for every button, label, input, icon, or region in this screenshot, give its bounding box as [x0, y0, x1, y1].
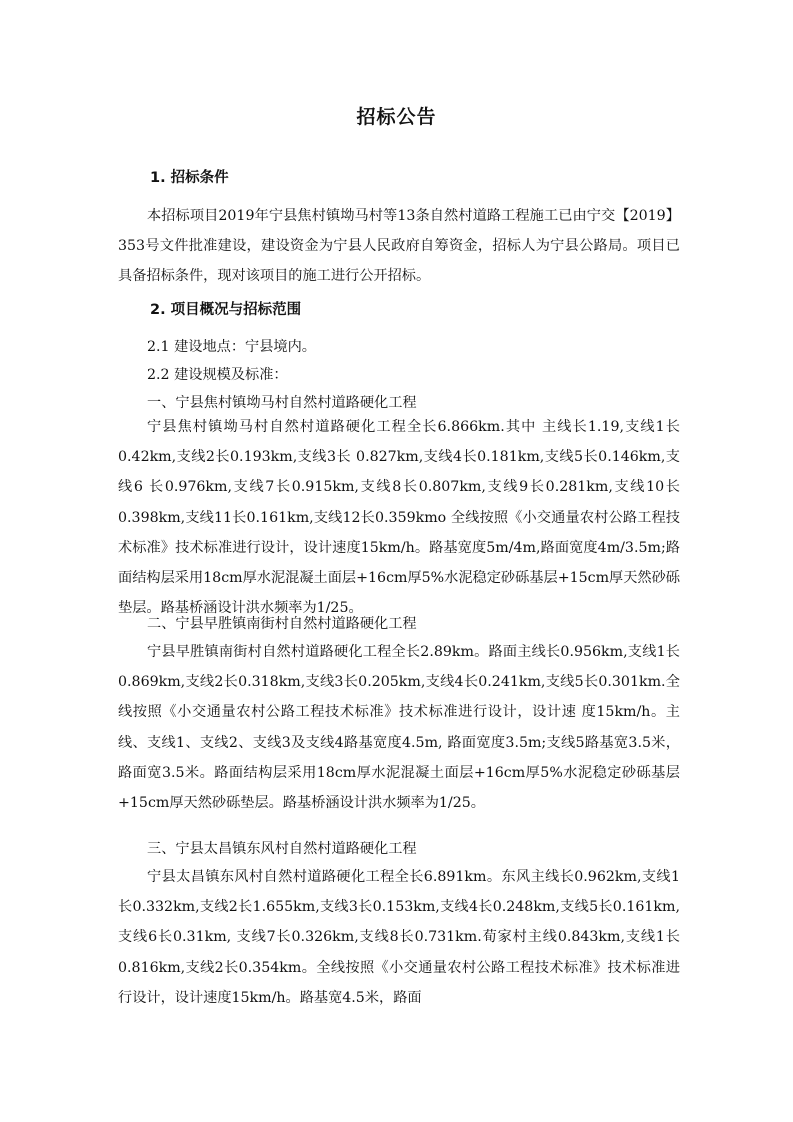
- project-2-description: [118, 637, 680, 818]
- section-heading-bid-conditions: 1. 招标条件: [150, 170, 229, 186]
- bid-conditions-paragraph: [118, 201, 680, 292]
- paragraph-text: 宁县早胜镇南街村自然村道路硬化工程全长2.89km。路面主线长0.956km,支线1长0.869km,支线2长0.318km,支线3长0.205km,支线4长0.241km,支线5长0.301km.全线按照《小交通量农村公路工程技术标准》技术标准进行设计，设计速 度15km/h。主线、支线1、支线2、支线3及支线4路基宽度4.5m, 路面宽度3.5m;支线5路基宽3.5米，路面宽3.5米。路面结构层采用18cm厚水泥混凝土面层+16cm厚5%水泥稳定砂砾基层+15cm厚天然砂砾垫层。路基桥涵设计洪水频率为1/25。: [118, 644, 680, 812]
- construction-location: 2.1 建设地点：宁县境内。: [147, 339, 316, 355]
- paragraph-text: 本招标项目2019年宁县焦村镇坳马村等13条自然村道路工程施工已由宁交【2019】353号文件批准建设，建设资金为宁县人民政府自筹资金，招标人为宁县公路局。项目已具备招标条件，现对该项目的施工进行公开招标。: [118, 208, 680, 285]
- document-title: 招标公告: [356, 106, 437, 128]
- paragraph-text: 宁县焦村镇坳马村自然村道路硬化工程全长6.866km.其中 主线长1.19,支线1长0.42km,支线2长0.193km,支线3长 0.827km,支线4长0.181km,支线5长0.146km,支线6 长0.976km,支线7长0.915km,支线8长0.807km,支线9长0.281km,支线10长0.398km,支线11长0.161km,支线12长0.359kmo 全线按照《小交通量农村公路工程技术标准》技术标准进行设计，设计速度15km/h。路基宽度5m/4m,路面宽度4m/3.5m;路面结构层采用18cm厚水泥混凝土面层+16cm厚5%水泥稳定砂砾基层+15cm厚天然砂砾垫层。路基桥涵设计洪水频率为1/25。: [118, 419, 680, 617]
- project-2-title: 二、宁县早胜镇南街村自然村道路硬化工程: [147, 616, 417, 632]
- section-heading-project-overview: 2. 项目概况与招标范围: [150, 302, 302, 318]
- project-3-description: [118, 862, 680, 1013]
- project-3-title: 三、宁县太昌镇东风村自然村道路硬化工程: [147, 841, 417, 857]
- paragraph-text: 宁县太昌镇东风村自然村道路硬化工程全长6.891km。东风主线长0.962km,支线1长0.332km,支线2长1.655km,支线3长0.153km,支线4长0.248km,支线5长0.161km,支线6长0.31km, 支线7长0.326km,支线8长0.731km.荀家村主线0.843km,支线1长0.816km,支线2长0.354km。全线按照《小交通量农村公路工程技术标准》技术标准进行设计，设计速度15km/h。路基宽4.5米，路面: [118, 869, 680, 1006]
- project-1-description: [118, 412, 680, 623]
- project-1-title: 一、宁县焦村镇坳马村自然村道路硬化工程: [147, 395, 417, 411]
- scale-standard-heading: 2.2 建设规模及标准：: [147, 367, 288, 383]
